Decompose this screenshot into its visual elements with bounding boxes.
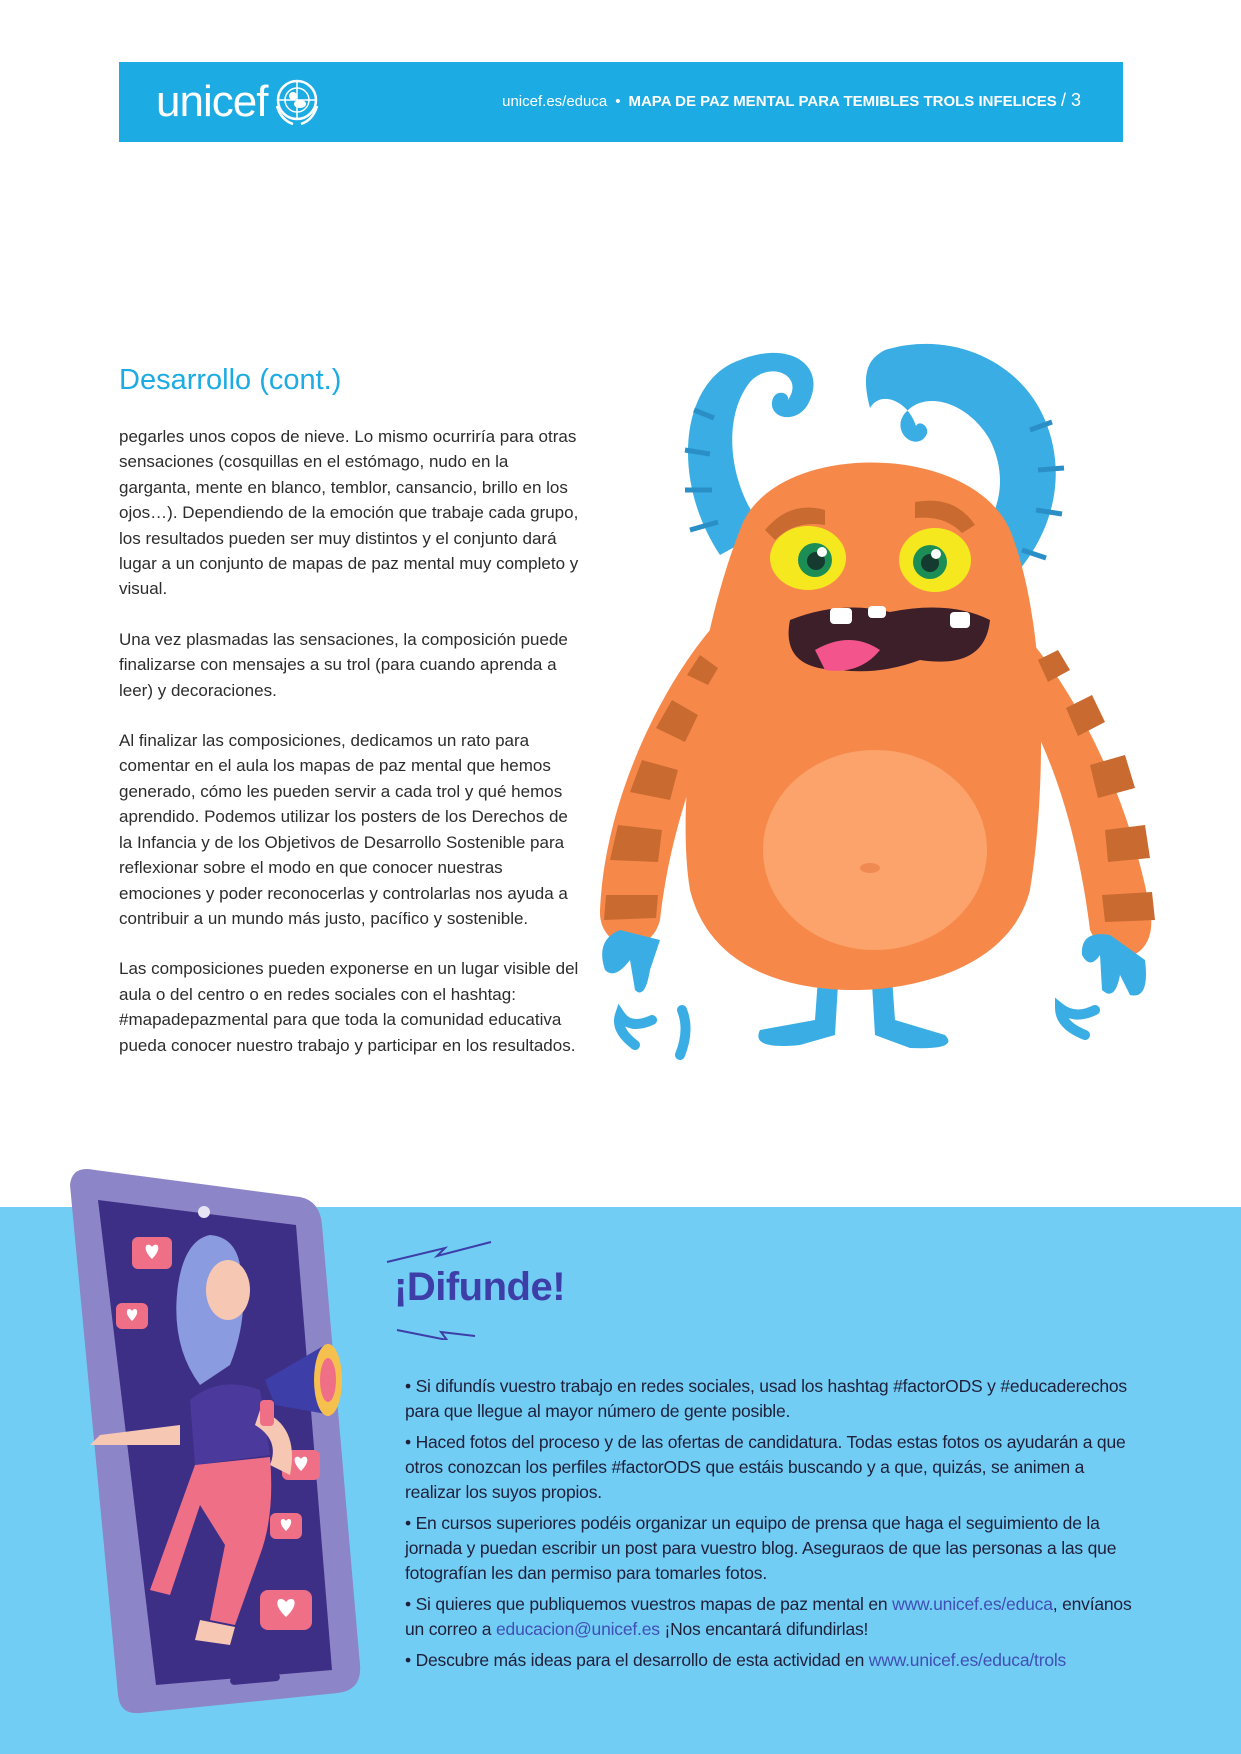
header-separator: • [615, 93, 621, 110]
paragraph-1: pegarles unos copos de nieve. Lo mismo ocurriría para otras sensaciones (cosquillas en el estómago, nudo en la garganta, mente en blanco, temblor, cansancio, brillo en los ojos…). Dependiendo de la emoción que trabaje cada grupo, los resultados pueden ser muy distintos y el conjunto dará lugar a un conjunto de mapas de paz mental muy completo y visual. [119, 427, 579, 599]
heart-icon [132, 1237, 172, 1269]
troll-belly [763, 750, 987, 950]
section-title: Desarrollo (cont.) [119, 364, 342, 396]
tip-4-text-a: • Si quieres que publiquemos vuestros mapas de paz mental en [405, 1594, 893, 1614]
paragraph-2: Una vez plasmadas las sensaciones, la composición puede finalizarse con mensajes a su trol (para cuando aprenda a leer) y decoraciones. [119, 629, 568, 700]
header-right [502, 90, 1081, 111]
right-arm [1020, 640, 1155, 996]
paragraph-4: Las composiciones pueden exponerse en un lugar visible del aula o del centro o en redes sociales con el hashtag: #mapadepazmental para que toda la comunidad educativa pueda conocer nuestro trabajo y participar en los resultados. [119, 959, 579, 1055]
unicef-emblem-icon [271, 76, 323, 128]
logo-text: unicef [156, 77, 268, 126]
heart-icon [260, 1590, 312, 1630]
link-unicef-educa[interactable]: www.unicef.es/educa [892, 1594, 1053, 1614]
phone-megaphone-illustration [60, 1165, 390, 1725]
section-body [119, 424, 581, 1083]
header-site: unicef.es/educa [502, 93, 608, 110]
tip-4-text-c: ¡Nos encantará difundirlas! [659, 1619, 869, 1639]
unicef-logo [156, 72, 323, 132]
tip-1: • Si difundís vuestro trabajo en redes sociales, usad los hashtag #factorODS y #educaderechos para que llegue al mayor número de gente posible. [405, 1376, 1127, 1421]
tip-4 [405, 1592, 1135, 1642]
difunde-title: ¡Difunde! [394, 1265, 566, 1309]
difunde-tips [405, 1374, 1135, 1679]
tip-5 [405, 1648, 1135, 1673]
header-doc-title: MAPA DE PAZ MENTAL PARA TEMIBLES TROLS INFELICES [628, 93, 1057, 110]
tip-3: • En cursos superiores podéis organizar un equipo de prensa que haga el seguimiento de la jornada y puedan escribir un post para vuestro blog. Aseguraos de que las personas a las que fotografían les dan permiso para tomarles fotos. [405, 1513, 1117, 1583]
link-email[interactable]: educacion@unicef.es [496, 1619, 660, 1639]
troll-illustration [590, 330, 1170, 1120]
tip-4-text-b: , envíanos un correo a [405, 1594, 1132, 1639]
link-trols[interactable]: www.unicef.es/educa/trols [868, 1650, 1067, 1670]
paragraph-3: Al finalizar las composiciones, dedicamos un rato para comentar en el aula los mapas de paz mental que hemos generado, cómo les pueden servir a cada trol y qué hemos aprendido. Podemos utilizar los posters de los Derechos de la Infancia y de los Objetivos de Desarrollo Sostenible para reflexionar sobre el modo en que conocer nuestras emociones y poder reconocerlas y controlarlas nos ayuda a contribuir a un mundo más justo, pacífico y sostenible. [119, 731, 568, 928]
page-number: / 3 [1060, 90, 1081, 110]
heart-icon [116, 1303, 148, 1329]
heart-icon [270, 1513, 302, 1539]
page-header [119, 62, 1123, 142]
tip-2: • Haced fotos del proceso y de las ofertas de candidatura. Todas estas fotos os ayudarán a que otros conozcan los perfiles #factorODS que estáis buscando y a que, quizás, se animen a realizar los suyos propios. [405, 1432, 1126, 1502]
tip-5-text: • Descubre más ideas para el desarrollo de esta actividad en [405, 1650, 869, 1670]
